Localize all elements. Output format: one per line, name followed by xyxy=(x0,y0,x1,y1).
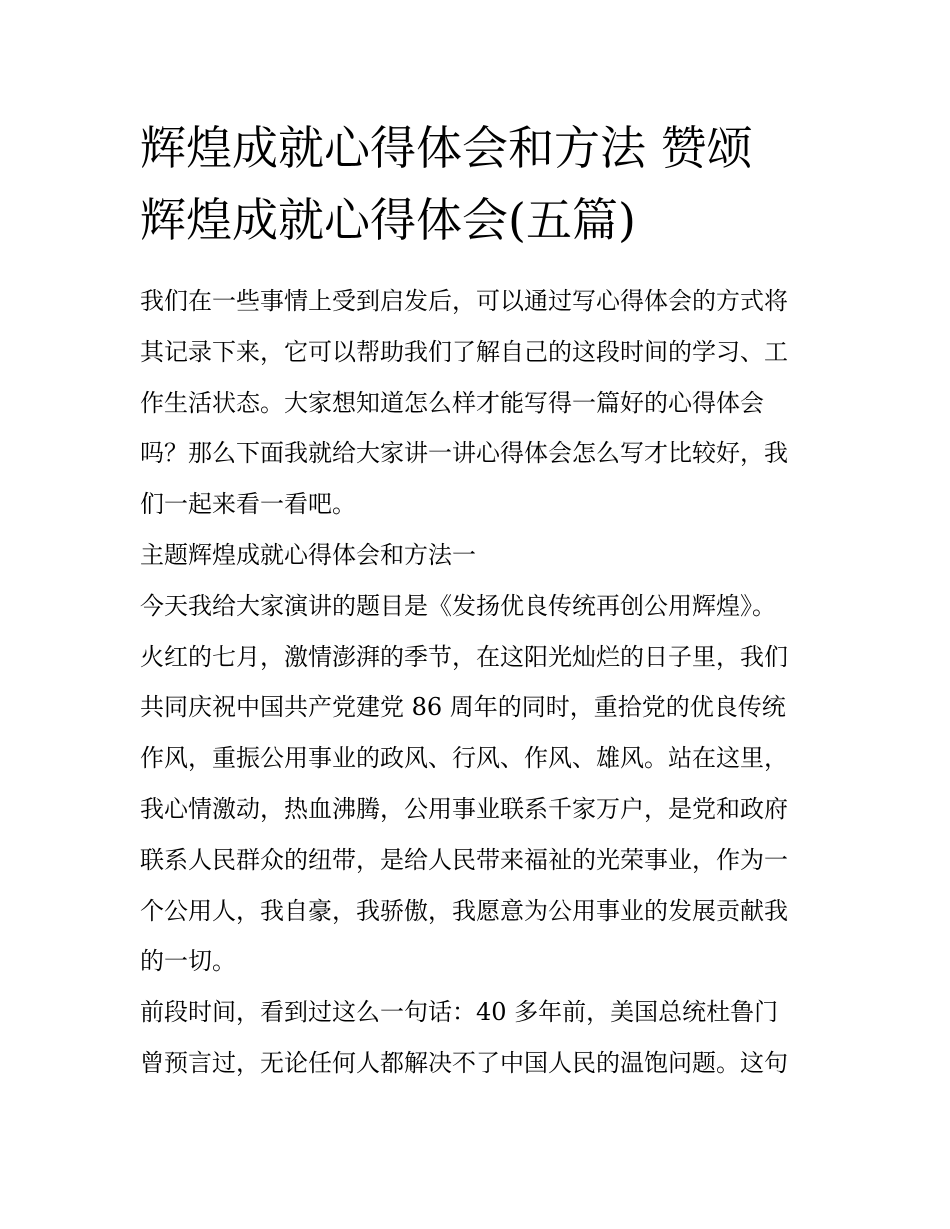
title-line: 辉煌成就心得体会和方法 赞颂 xyxy=(140,121,753,175)
text-line: 今天我给大家演讲的题目是《发扬优良传统再创公用辉煌》。 xyxy=(140,591,776,620)
text-line: 吗？那么下面我就给大家讲一讲心得体会怎么写才比较好，我 xyxy=(140,439,788,468)
text-line: 作风，重振公用事业的政风、行风、作风、雄风。站在这里， xyxy=(140,744,788,773)
text-line: 曾预言过，无论任何人都解决不了中国人民的温饱问题。这句 xyxy=(140,1048,788,1077)
body-paragraph-2 xyxy=(140,987,820,1089)
text-line: 其记录下来，它可以帮助我们了解自己的这段时间的学习、工 xyxy=(140,337,788,366)
text-line: 共同庆祝中国共产党建党 86 周年的同时，重拾党的优良传统 xyxy=(140,693,786,722)
intro-paragraph xyxy=(140,276,820,530)
text-line: 作生活状态。大家想知道怎么样才能写得一篇好的心得体会 xyxy=(140,388,764,417)
document-title xyxy=(140,112,820,256)
text-line: 的一切。 xyxy=(140,947,236,976)
text-line: 前段时间，看到过这么一句话：40 多年前，美国总统杜鲁门 xyxy=(140,998,779,1027)
text-line: 联系人民群众的纽带，是给人民带来福祉的光荣事业，作为一 xyxy=(140,845,788,874)
text-line: 我们在一些事情上受到启发后，可以通过写心得体会的方式将 xyxy=(140,287,788,315)
text-line: 主题辉煌成就心得体会和方法一 xyxy=(140,540,476,569)
section-heading xyxy=(140,530,820,581)
title-line: 辉煌成就心得体会(五篇) xyxy=(140,193,636,247)
text-line: 我心情激动，热血沸腾，公用事业联系千家万户，是党和政府 xyxy=(140,794,788,823)
text-line: 个公用人，我自豪，我骄傲，我愿意为公用事业的发展贡献我 xyxy=(140,896,788,925)
text-line: 火红的七月，激情澎湃的季节，在这阳光灿烂的日子里，我们 xyxy=(140,642,788,671)
text-line: 们一起来看一看吧。 xyxy=(140,490,356,519)
document-page xyxy=(140,112,820,1089)
document-body xyxy=(140,276,820,1089)
body-paragraph-1 xyxy=(140,581,820,987)
